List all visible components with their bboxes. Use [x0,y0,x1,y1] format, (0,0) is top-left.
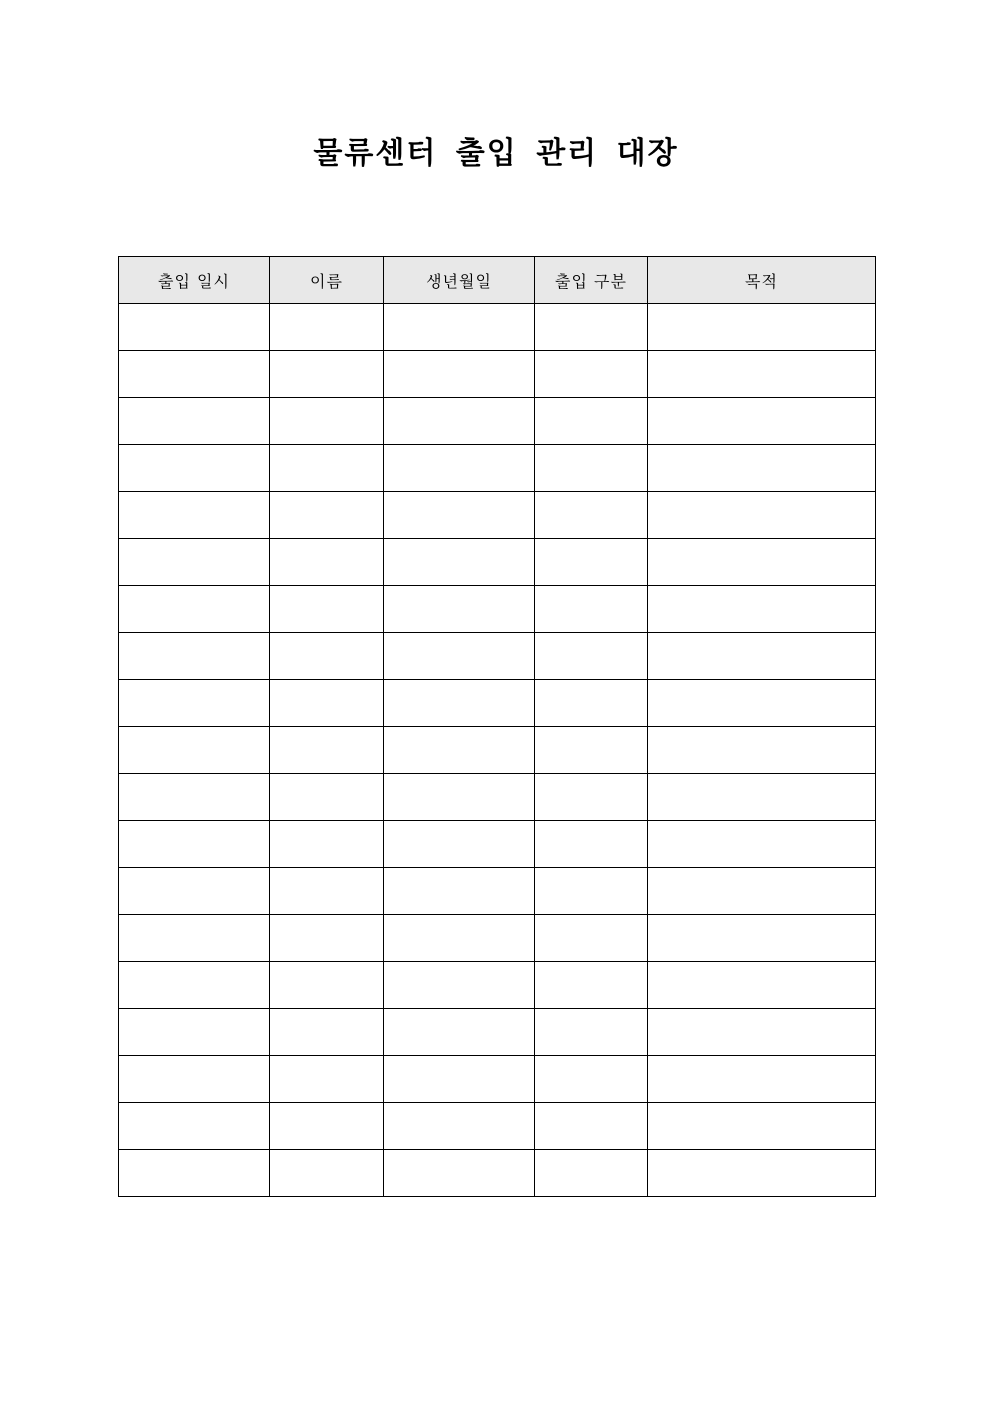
header-name: 이름 [270,257,384,304]
cell-entry-type[interactable] [535,868,648,915]
cell-entry-datetime[interactable] [119,304,270,351]
table-row [119,1150,876,1197]
cell-entry-type[interactable] [535,633,648,680]
cell-entry-type[interactable] [535,962,648,1009]
cell-birthdate[interactable] [384,445,535,492]
cell-purpose[interactable] [648,492,876,539]
table-row [119,351,876,398]
header-row [119,257,876,304]
cell-entry-type[interactable] [535,680,648,727]
cell-entry-type[interactable] [535,1150,648,1197]
cell-name[interactable] [270,774,384,821]
cell-entry-datetime[interactable] [119,492,270,539]
cell-entry-type[interactable] [535,1009,648,1056]
cell-name[interactable] [270,727,384,774]
cell-birthdate[interactable] [384,680,535,727]
cell-entry-type[interactable] [535,774,648,821]
cell-entry-datetime[interactable] [119,962,270,1009]
cell-name[interactable] [270,398,384,445]
cell-birthdate[interactable] [384,868,535,915]
cell-entry-datetime[interactable] [119,586,270,633]
access-log-table [118,256,876,1197]
cell-entry-type[interactable] [535,398,648,445]
cell-entry-datetime[interactable] [119,1056,270,1103]
cell-name[interactable] [270,539,384,586]
cell-name[interactable] [270,586,384,633]
table-row [119,398,876,445]
cell-purpose[interactable] [648,351,876,398]
header-entry-type: 출입 구분 [535,257,648,304]
table-row [119,304,876,351]
cell-purpose[interactable] [648,586,876,633]
cell-entry-datetime[interactable] [119,915,270,962]
cell-name[interactable] [270,868,384,915]
cell-entry-datetime[interactable] [119,1150,270,1197]
cell-entry-type[interactable] [535,915,648,962]
cell-purpose[interactable] [648,539,876,586]
cell-entry-datetime[interactable] [119,1009,270,1056]
cell-birthdate[interactable] [384,727,535,774]
cell-entry-datetime[interactable] [119,680,270,727]
table-row [119,586,876,633]
cell-birthdate[interactable] [384,1056,535,1103]
table-row [119,1009,876,1056]
cell-name[interactable] [270,1009,384,1056]
cell-purpose[interactable] [648,915,876,962]
cell-purpose[interactable] [648,1150,876,1197]
cell-entry-type[interactable] [535,304,648,351]
cell-name[interactable] [270,351,384,398]
cell-name[interactable] [270,915,384,962]
cell-entry-type[interactable] [535,586,648,633]
cell-name[interactable] [270,633,384,680]
cell-birthdate[interactable] [384,1150,535,1197]
cell-name[interactable] [270,1150,384,1197]
cell-name[interactable] [270,1103,384,1150]
cell-purpose[interactable] [648,445,876,492]
table-body [119,304,876,1197]
cell-birthdate[interactable] [384,821,535,868]
cell-birthdate[interactable] [384,304,535,351]
cell-entry-datetime[interactable] [119,774,270,821]
cell-purpose[interactable] [648,1056,876,1103]
table-row [119,680,876,727]
table-row [119,539,876,586]
header-entry-datetime: 출입 일시 [119,257,270,304]
table-header [119,257,876,304]
cell-purpose[interactable] [648,633,876,680]
cell-entry-datetime[interactable] [119,868,270,915]
cell-purpose[interactable] [648,1009,876,1056]
cell-entry-type[interactable] [535,1056,648,1103]
cell-birthdate[interactable] [384,351,535,398]
cell-name[interactable] [270,304,384,351]
cell-entry-datetime[interactable] [119,727,270,774]
cell-entry-datetime[interactable] [119,633,270,680]
cell-entry-type[interactable] [535,351,648,398]
table-row [119,1056,876,1103]
cell-birthdate[interactable] [384,774,535,821]
cell-birthdate[interactable] [384,398,535,445]
table-row [119,821,876,868]
cell-birthdate[interactable] [384,586,535,633]
table-row [119,492,876,539]
cell-entry-type[interactable] [535,1103,648,1150]
cell-purpose[interactable] [648,727,876,774]
cell-birthdate[interactable] [384,492,535,539]
header-birthdate: 생년월일 [384,257,535,304]
cell-entry-type[interactable] [535,821,648,868]
cell-entry-type[interactable] [535,539,648,586]
cell-purpose[interactable] [648,1103,876,1150]
cell-entry-type[interactable] [535,492,648,539]
table-row [119,727,876,774]
cell-birthdate[interactable] [384,915,535,962]
cell-entry-datetime[interactable] [119,398,270,445]
table-row [119,633,876,680]
cell-entry-datetime[interactable] [119,351,270,398]
cell-name[interactable] [270,445,384,492]
cell-birthdate[interactable] [384,962,535,1009]
cell-birthdate[interactable] [384,539,535,586]
cell-entry-datetime[interactable] [119,445,270,492]
cell-birthdate[interactable] [384,1103,535,1150]
table-row [119,445,876,492]
cell-name[interactable] [270,492,384,539]
table-row [119,774,876,821]
cell-name[interactable] [270,962,384,1009]
cell-purpose[interactable] [648,774,876,821]
cell-entry-datetime[interactable] [119,1103,270,1150]
table-row [119,1103,876,1150]
cell-birthdate[interactable] [384,1009,535,1056]
cell-purpose[interactable] [648,304,876,351]
table-row [119,868,876,915]
cell-entry-type[interactable] [535,445,648,492]
table-row [119,962,876,1009]
cell-purpose[interactable] [648,398,876,445]
table-row [119,915,876,962]
cell-name[interactable] [270,680,384,727]
cell-entry-datetime[interactable] [119,539,270,586]
page-title: 물류센터 출입 관리 대장 [313,136,679,171]
cell-purpose[interactable] [648,821,876,868]
header-purpose: 목적 [648,257,876,304]
cell-purpose[interactable] [648,868,876,915]
cell-purpose[interactable] [648,962,876,1009]
cell-entry-datetime[interactable] [119,821,270,868]
cell-name[interactable] [270,1056,384,1103]
cell-purpose[interactable] [648,680,876,727]
cell-entry-type[interactable] [535,727,648,774]
cell-name[interactable] [270,821,384,868]
cell-birthdate[interactable] [384,633,535,680]
